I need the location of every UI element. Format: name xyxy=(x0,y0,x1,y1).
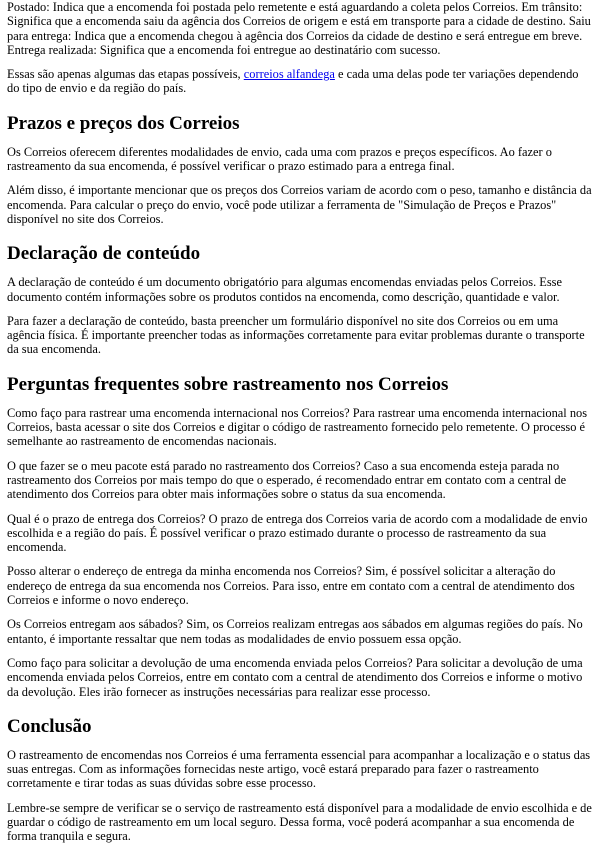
intro-paragraph-stages xyxy=(7,67,593,96)
conclusao-paragraph-2: Lembre-se sempre de verificar se o serviço de rastreamento está disponível para a modalidade de envio escolhida e de guardar o código de rastreamento em um local seguro. Dessa forma, você poderá acompanhar a sua encomenda de forma tranquila e segura. xyxy=(7,800,592,844)
heading-declaracao-conteudo: Declaração de conteúdo xyxy=(7,243,201,265)
heading-conclusao: Conclusão xyxy=(7,715,92,737)
faq-item: Os Correios entregam aos sábados? Sim, os Correios realizam entregas aos sábados em algumas regiões do país. No entanto, é importante ressaltar que nem todas as modalidades de envio possuem essa opção. xyxy=(7,617,583,646)
intro-text-before-link: Essas são apenas algumas das etapas possíveis, xyxy=(7,67,244,82)
conclusao-paragraph-1: O rastreamento de encomendas nos Correios é uma ferramenta essencial para acompanhar a localização e o status das suas entregas. Com as informações fornecidas neste artigo, você estará preparado para fazer o rastreamento corretamente e tirar todas as suas dúvidas sobre esse processo. xyxy=(7,747,591,791)
intro-text-after-link: e cada uma delas pode ter variações dependendo do tipo de envio e da região do país. xyxy=(7,67,579,96)
intro-paragraph-status: Postado: Indica que a encomenda foi postada pelo remetente e está aguardando a coleta pelos Correios. Em trânsito: Significa que a encomenda saiu da agência dos Correios de origem e está em transporte para a cidade de destino. Saiu para entrega: Indica que a encomenda chegou à agência dos Correios da cidade de destino e será entregue em breve. Entrega realizada: Significa que a encomenda foi entregue ao destinatário com sucesso. xyxy=(7,0,591,57)
prazos-paragraph-1: Os Correios oferecem diferentes modalidades de envio, cada uma com prazos e preços específicos. Ao fazer o rastreamento da sua encomenda, é possível verificar o prazo estimado para a entrega final. xyxy=(7,144,552,174)
faq-item: O que fazer se o meu pacote está parado no rastreamento dos Correios? Caso a sua encomenda esteja parada no rastreamento dos Correios por mais tempo do que o esperado, é recomendado entrar em contato com a central de atendimento dos Correios para obter mais informações sobre o status da sua encomenda. xyxy=(7,458,567,502)
declaracao-paragraph-2: Para fazer a declaração de conteúdo, basta preencher um formulário disponível no site dos Correios ou em uma agência física. É importante preencher todas as informações corretamente para evitar problemas durante o transporte da sua encomenda. xyxy=(7,313,585,357)
faq-item: Como faço para solicitar a devolução de uma encomenda enviada pelos Correios? Para solicitar a devolução de uma encomenda enviada pelos Correios, entre em contato com a central de atendimento dos Correios e informe o motivo da devolução. Eles irão fornecer as instruções necessárias para realizar esse processo. xyxy=(7,655,583,699)
heading-prazos-precos: Prazos e preços dos Correios xyxy=(7,112,240,134)
faq-item: Qual é o prazo de entrega dos Correios? O prazo de entrega dos Correios varia de acordo com a modalidade de envio escolhida e a região do país. É possível verificar o prazo estimado durante o processo de rastreamento da sua encomenda. xyxy=(7,511,588,555)
declaracao-paragraph-1: A declaração de conteúdo é um documento obrigatório para algumas encomendas enviadas pelos Correios. Esse documento contém informações sobre os produtos contidos na encomenda, como descrição, quantidade e valor. xyxy=(7,275,562,304)
correios-alfandega-link[interactable]: correios alfandega xyxy=(243,67,335,82)
prazos-paragraph-2: Além disso, é importante mencionar que os preços dos Correios variam de acordo com o peso, tamanho e distância da encomenda. Para calcular o preço do envio, você pode utilizar a ferramenta de "Simulação de Preços e Prazos" disponível no site dos Correios. xyxy=(7,183,592,226)
faq-item: Como faço para rastrear uma encomenda internacional nos Correios? Para rastrear uma encomenda internacional nos Correios, basta acessar o site dos Correios e digitar o código de rastreamento fornecido pelo remetente. O processo é semelhante ao rastreamento de encomendas nacionais. xyxy=(7,405,588,449)
heading-perguntas-frequentes: Perguntas frequentes sobre rastreamento nos Correios xyxy=(7,373,449,395)
faq-item: Posso alterar o endereço de entrega da minha encomenda nos Correios? Sim, é possível solicitar a alteração do endereço de entrega da sua encomenda nos Correios. Para isso, entre em contato com a central de atendimento dos Correios e informe o novo endereço. xyxy=(7,564,575,608)
